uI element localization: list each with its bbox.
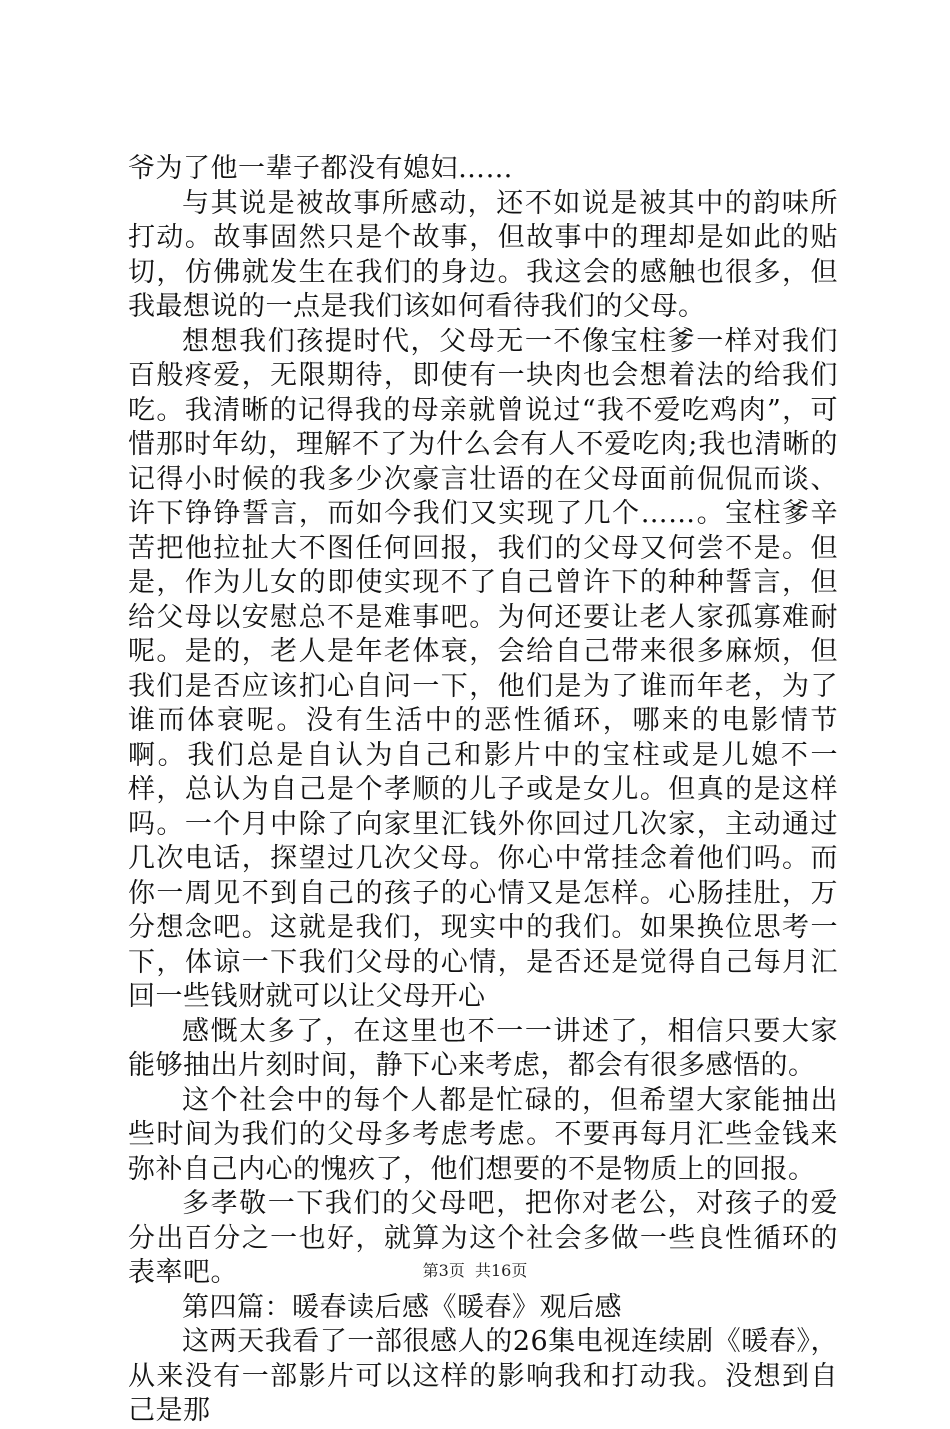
paragraph-continuation: 爷为了他一辈子都没有媳妇…… [128, 153, 513, 184]
paragraph: 感慨太多了，在这里也不一一讲述了，相信只要大家能够抽出片刻时间，静下心来考虑，都会有很多感悟的。 [128, 1015, 838, 1081]
page-footer: 第3页 共16页 [422, 1261, 528, 1280]
section-heading: 第四篇：暖春读后感《暖春》观后感 [182, 1291, 622, 1323]
paragraph: 与其说是被故事所感动，还不如说是被其中的韵味所打动。故事固然只是个故事，但故事中的理却是如此的贴切，仿佛就发生在我们的身边。我这会的感触也很多，但我最想说的一点是我们该如何看待我们的父母。 [128, 187, 838, 322]
paragraph: 这两天我看了一部很感人的26集电视连续剧《暖春》，从来没有一部影片可以这样的影响我和打动我。没想到自己是那 [128, 1326, 838, 1426]
paragraph: 这个社会中的每个人都是忙碌的，但希望大家能抽出些时间为我们的父母多考虑考虑。不要再每月汇些金钱来弥补自己内心的愧疚了，他们想要的不是物质上的回报。 [128, 1084, 838, 1185]
paragraph: 想想我们孩提时代，父母无一不像宝柱爹一样对我们百般疼爱，无限期待，即使有一块肉也会想着法的给我们吃。我清晰的记得我的母亲就曾说过“我不爱吃鸡肉”，可惜那时年幼，理解不了为什么会有人不爱吃肉;我也清晰的记得小时候的我多少次豪言壮语的在父母面前侃侃而谈、许下铮铮誓言，而如今我们又实现了几个……。宝柱爹辛苦把他拉扯大不图任何回报，我们的父母又何尝不是。但是，作为儿女的即使实现不了自己曾许下的种种誓言，但给父母以安慰总不是难事吧。为何还要让老人家孤寡难耐呢。是的，老人是年老体衰，会给自己带来很多麻烦，但我们是否应该扪心自问一下，他们是为了谁而年老，为了谁而体衰呢。没有生活中的恶性循环，哪来的电影情节啊。我们总是自认为自己和影片中的宝柱或是儿媳不一样，总认为自己是个孝顺的儿子或是女儿。但真的是这样吗。一个月中除了向家里汇钱外你回过几次家，主动通过几次电话，探望过几次父母。你心中常挂念着他们吗。而你一周见不到自己的孩子的心情又是怎样。心肠挂肚，万分想念吧。这就是我们，现实中的我们。如果换位思考一下，体谅一下我们父母的心情，是否还是觉得自己每月汇回一些钱财就可以让父母开心 [128, 325, 838, 1012]
body-text [128, 152, 838, 1429]
paragraph: 多孝敬一下我们的父母吧，把你对老公，对孩子的爱分出百分之一也好，就算为这个社会多做一些良性循环的表率吧。 [128, 1188, 838, 1288]
